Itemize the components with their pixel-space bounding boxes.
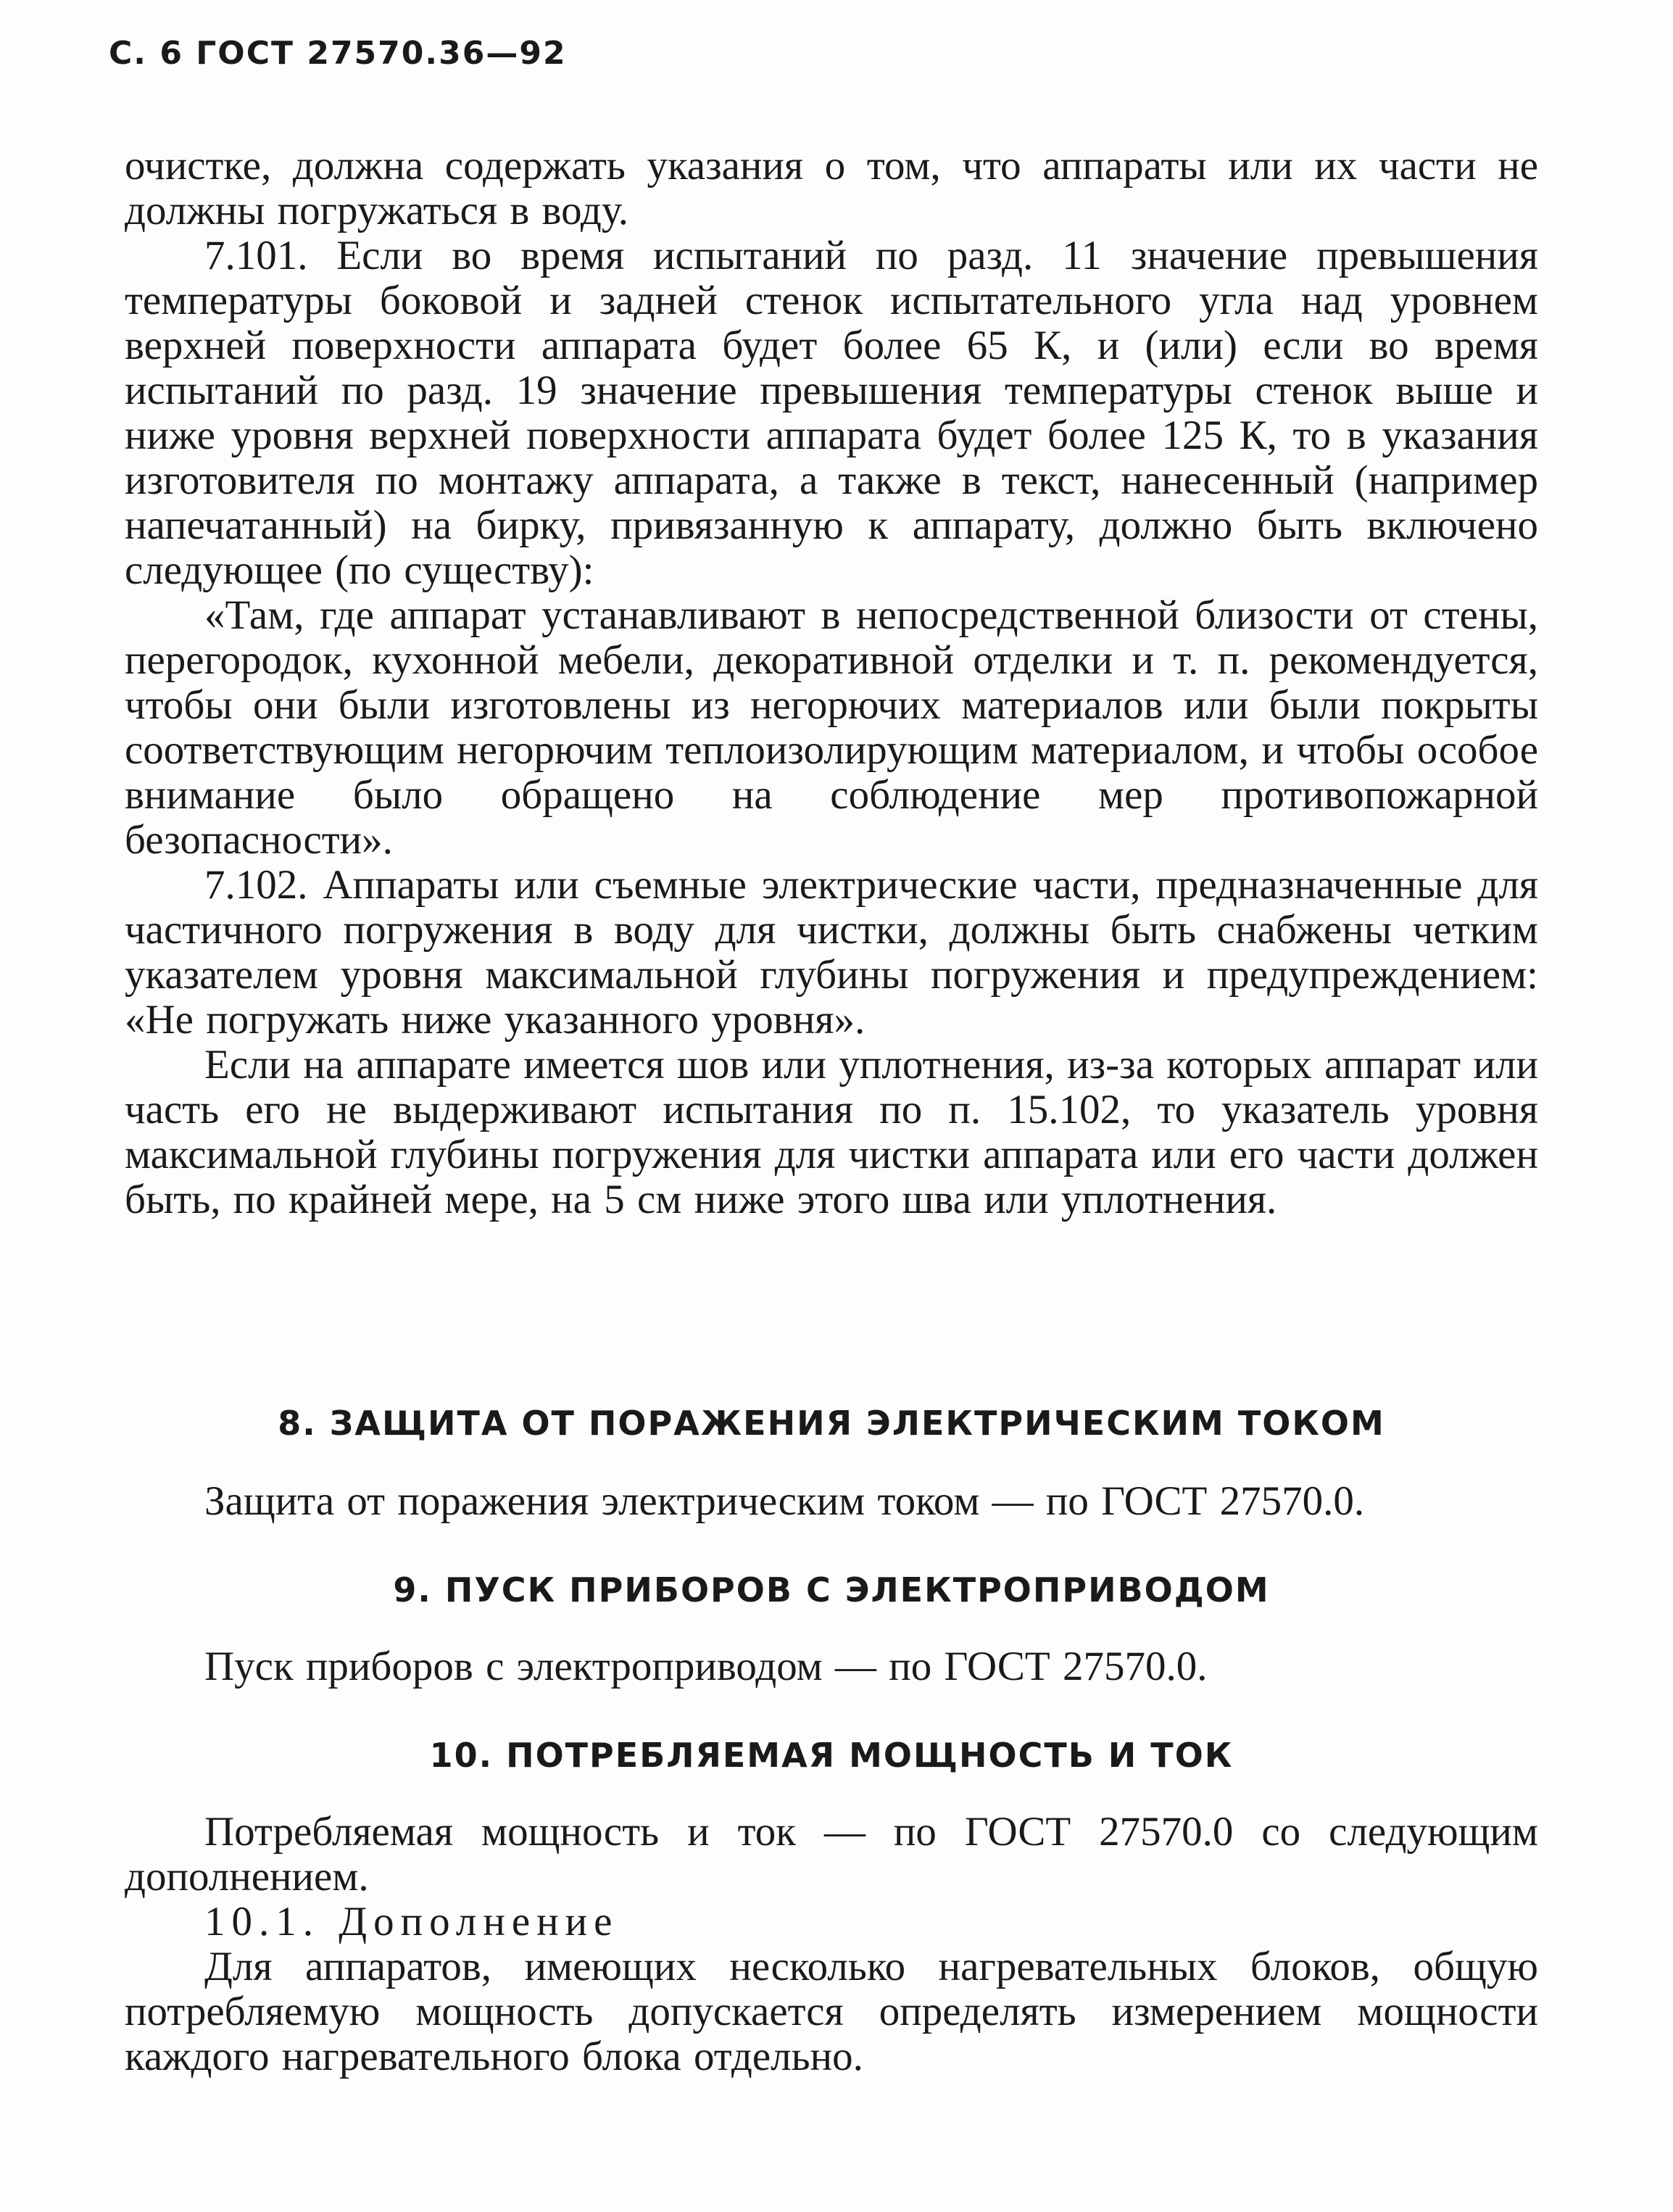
running-head: С. 6 ГОСТ 27570.36—92 (109, 35, 567, 72)
paragraph-7-101: 7.101. Если во время испытаний по разд. 11 значение превышения температуры боковой и задней стенок испытательного угла над уровнем верхней поверхности аппарата будет более 65 К, и (или) если во время испытаний по разд. 19 значение превышения температуры стенок выше и ниже уровня верхней поверхности аппарата будет более 125 К, то в указания изготовителя по монтажу аппарата, а также в текст, нанесенный (например напечатанный) на бирку, привязанную к аппарату, должно быть включено следующее (по существу): (125, 233, 1538, 593)
section-10-heading: 10. ПОТРЕБЛЯЕМАЯ МОЩНОСТЬ И ТОК (429, 1736, 1234, 1775)
section-8-heading: 8. ЗАЩИТА ОТ ПОРАЖЕНИЯ ЭЛЕКТРИЧЕСКИМ ТОКОМ (278, 1404, 1385, 1443)
body-block-10 (125, 1810, 1538, 2079)
paragraph-continuation: очистке, должна содержать указания о том, что аппараты или их части не должны погружаться в воду. (125, 143, 1538, 233)
paragraph-seam: Если на аппарате имеется шов или уплотнения, из-за которых аппарат или часть его не выдерживают испытания по п. 15.102, то указатель уровня максимальной глубины погружения для чистки аппарата или его части должен быть, по крайней мере, на 5 см ниже этого шва или уплотнения. (125, 1042, 1538, 1222)
paragraph-quote: «Там, где аппарат устанавливают в непосредственной близости от стены, перегородок, кухонной мебели, декоративной отделки и т. п. рекомендуется, чтобы они были изготовлены из негорючих материалов или были покрыты соответствующим негорючим теплоизолирующим материалом, и чтобы особое внимание было обращено на соблюдение мер противопожарной безопасности». (125, 592, 1538, 863)
paragraph-7-102: 7.102. Аппараты или съемные электрические части, предназначенные для частичного погружения в воду для чистки, должны быть снабжены четким указателем уровня максимальной глубины погружения и предупреждением: «Не погружать ниже указанного уровня». (125, 862, 1538, 1043)
body-block-7 (125, 144, 1538, 1222)
section-10-text: Потребляемая мощность и ток — по ГОСТ 27570.0 со следующим дополнением. (125, 1809, 1538, 1900)
section-8-text: Защита от поражения электрическим током — по ГОСТ 27570.0. (204, 1478, 1365, 1524)
section-10-1-title: 10.1. Дополнение (204, 1899, 619, 1944)
section-9-heading: 9. ПУСК ПРИБОРОВ С ЭЛЕКТРОПРИВОДОМ (393, 1570, 1270, 1610)
section-9-text: Пуск приборов с электроприводом — по ГОСТ 27570.0. (204, 1644, 1208, 1689)
section-10-1-text: Для аппаратов, имеющих несколько нагревательных блоков, общую потребляемую мощность допускается определять измерением мощности каждого нагревательного блока отдельно. (125, 1944, 1538, 2079)
